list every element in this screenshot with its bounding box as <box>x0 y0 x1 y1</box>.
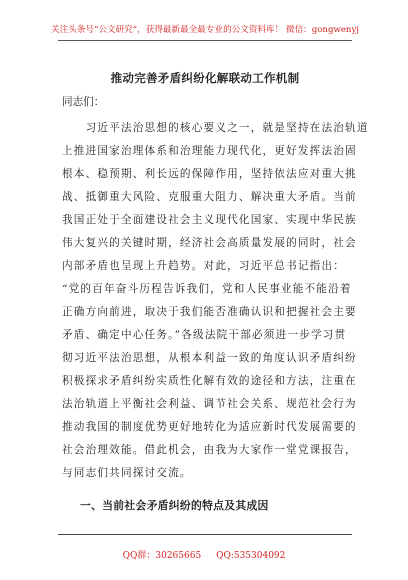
body-line: 伟大复兴的关键时期，经济社会高质量发展的同时，社会 <box>62 237 357 249</box>
footer-contact <box>0 548 408 561</box>
body-line: 彻习近平法治思想，从根本利益一致的角度认识矛盾纠纷 <box>62 352 357 364</box>
salutation: 同志们： <box>62 96 105 108</box>
body-line: 推动我国的制度优势更好地转化为适应新时代发展需要的 <box>62 421 357 433</box>
body-line: 法治轨道上平衡社会利益、调节社会关系、规范社会行为 <box>62 398 357 410</box>
document-title: 推动完善矛盾纠纷化解联动工作机制 <box>110 71 300 85</box>
body-line: 内部矛盾也呈现上升趋势。对此，习近平总书记指出： <box>62 260 346 272</box>
section-heading: 一、当前社会矛盾纠纷的特点及其成因 <box>80 499 269 512</box>
footer-qq: QQ:535304092 <box>216 551 286 561</box>
body-line: 社会治理效能。借此机会，由我为大家作一堂党课报告， <box>62 444 357 456</box>
body-line: 根本、稳预期、利长远的保障作用，坚持依法应对重大挑 <box>62 168 357 180</box>
body-line: 上推进国家治理体系和治理能力现代化，更好发挥法治固 <box>62 145 357 157</box>
header-divider <box>58 40 352 41</box>
body-line: 我国正处于全面建设社会主义现代化国家、实现中华民族 <box>62 214 357 226</box>
body-line: 习近平法治思想的核心要义之一，就是坚持在法治轨道 <box>62 122 369 134</box>
body-line: 正确方向前进，取决于我们能否准确认识和把握社会主要 <box>62 306 357 318</box>
header-banner: 关注头条号“公文研究”，获得最新最全最专业的公文资料库！ 微信：gongwenyj <box>51 25 359 35</box>
body-line: 战、抵御重大风险、克服重大阻力、解决重大矛盾。当前 <box>62 191 357 203</box>
body-paragraphs <box>62 117 369 485</box>
body-line: “党的百年奋斗历程告诉我们，党和人民事业能不能沿着 <box>62 283 352 295</box>
footer-qq-group: QQ群：30265665 <box>122 551 202 561</box>
body-line: 积极探求矛盾纠纷实质性化解有效的途径和方法，注重在 <box>62 375 357 387</box>
body-line: 矛盾、确定中心任务。”各级法院干部必须进一步学习贯 <box>62 329 347 341</box>
body-line: 与同志们共同探讨交流。 <box>62 467 192 479</box>
